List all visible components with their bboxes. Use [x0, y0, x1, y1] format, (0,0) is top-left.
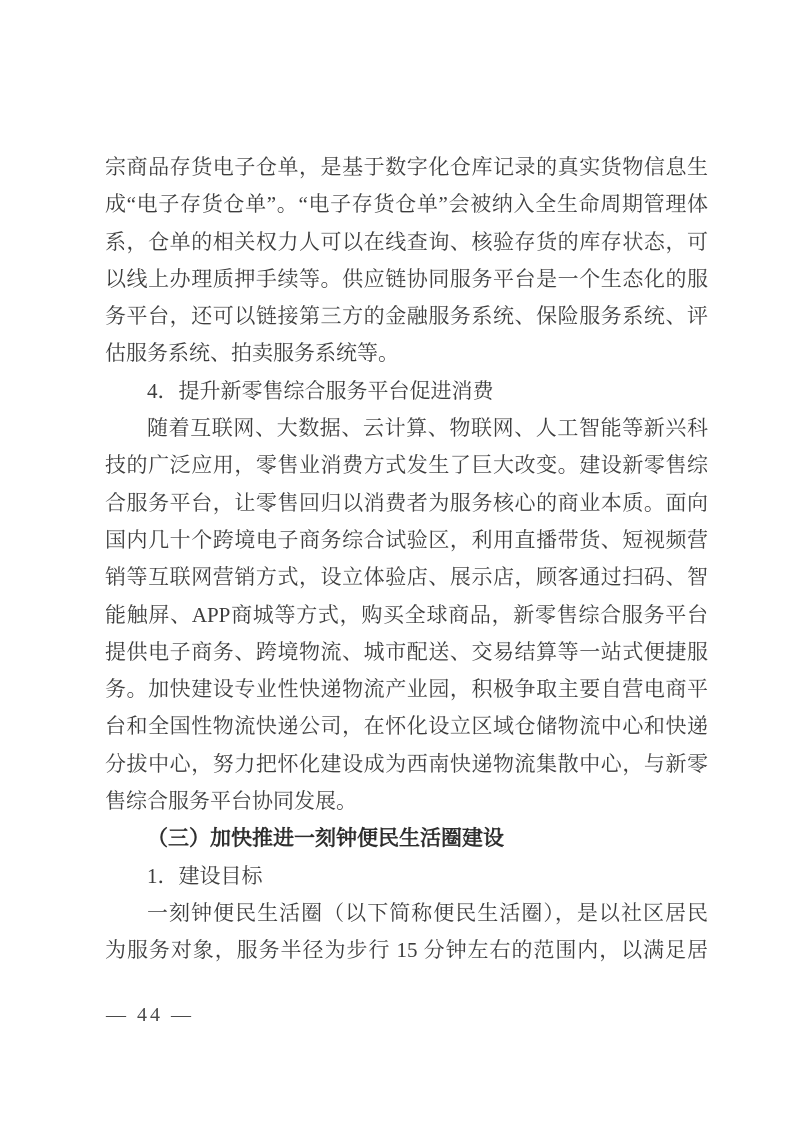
text-line: 分拔中心，努力把怀化建设成为西南快递物流集散中心，与新零 [105, 751, 708, 776]
text-line: 以线上办理质押手续等。供应链协同服务平台是一个生态化的服 [105, 266, 708, 291]
text-line: 成“电子存货仓单”。“电子存货仓单”会被纳入全生命周期管理体 [105, 192, 708, 217]
text-line: 一刻钟便民生活圈（以下简称便民生活圈），是以社区居民 [147, 900, 708, 925]
text-line: 能触屏、APP商城等方式，购买全球商品，新零售综合服务平台 [105, 602, 708, 627]
text-line: 合服务平台，让零售回归以消费者为服务核心的商业本质。面向 [105, 490, 708, 515]
text-line: 台和全国性物流快递公司，在怀化设立区域仓储物流中心和快递 [105, 714, 708, 739]
text-line: 提供电子商务、跨境物流、城市配送、交易结算等一站式便捷服 [105, 639, 708, 664]
text-line: 随着互联网、大数据、云计算、物联网、人工智能等新兴科 [147, 416, 708, 441]
body-text-block [105, 149, 708, 970]
section-heading-three: （三）加快推进一刻钟便民生活圈建设 [147, 826, 504, 851]
text-line: 销等互联网营销方式，设立体验店、展示店，顾客通过扫码、智 [105, 565, 708, 590]
text-line: 为服务对象，服务半径为步行 15 分钟左右的范围内，以满足居 [105, 938, 708, 963]
text-line: 技的广泛应用，零售业消费方式发生了巨大改变。建设新零售综 [105, 453, 708, 478]
text-line: 国内几十个跨境电子商务综合试验区，利用直播带货、短视频营 [105, 527, 708, 552]
text-line: 宗商品存货电子仓单，是基于数字化仓库记录的真实货物信息生 [105, 155, 708, 179]
text-line: 务。加快建设专业性快递物流产业园，积极争取主要自营电商平 [105, 677, 708, 702]
text-line: 系，仓单的相关权力人可以在线查询、核验存货的库存状态，可 [105, 229, 708, 254]
text-line: 务平台，还可以链接第三方的金融服务系统、保险服务系统、评 [105, 304, 708, 329]
text-line: 售综合服务平台协同发展。 [105, 789, 357, 814]
text-line: 估服务系统、拍卖服务系统等。 [105, 341, 399, 366]
page-number: — 44 — [106, 1004, 194, 1026]
numbered-heading-1: 1．建设目标 [147, 863, 263, 888]
numbered-heading-4: 4．提升新零售综合服务平台促进消费 [147, 378, 494, 403]
